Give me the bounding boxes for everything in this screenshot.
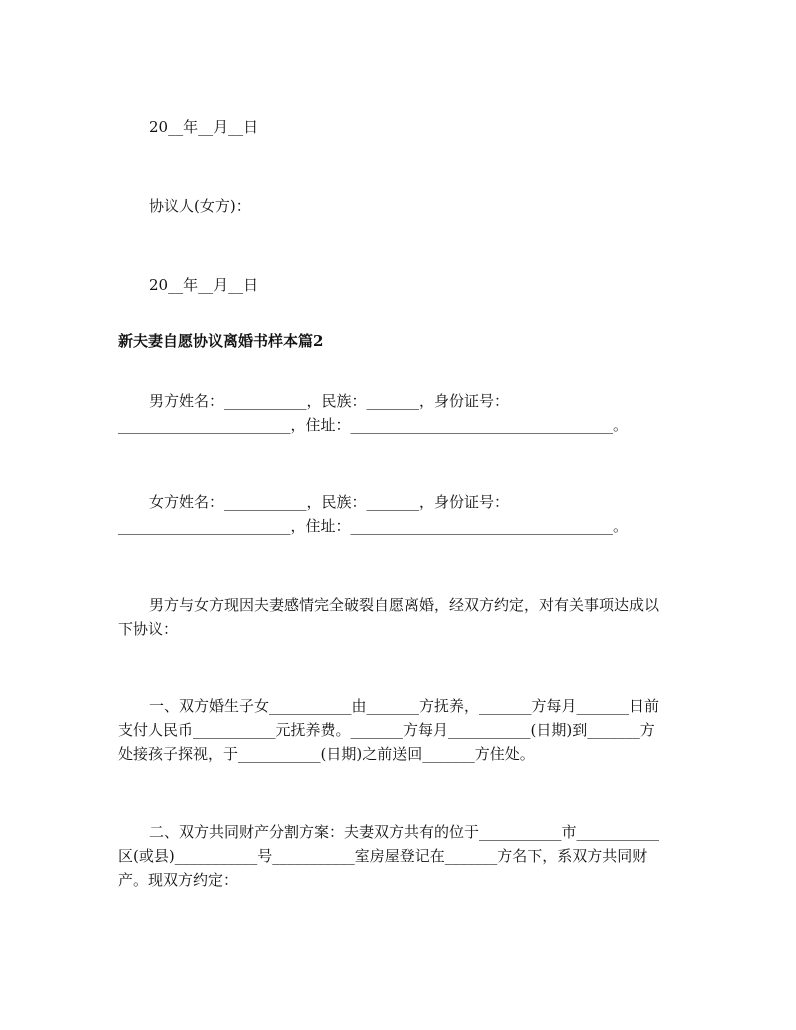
date-line: 20__年__月__日 [149,276,259,294]
clause-2-line: 产。现双方约定： [118,871,239,889]
female-info-line: _______________________，住址：___________________________________。 [118,517,629,535]
section-heading: 新夫妻自愿协议离婚书样本篇2 [118,332,324,350]
signatory-female-label: 协议人(女方)： [149,197,251,215]
clause-1-line: 一、双方婚生子女___________由_______方抚养，_______方每月_______日前 [149,697,660,715]
female-info-line: 女方姓名：___________，民族：_______，身份证号： [149,493,510,511]
male-info-line: _______________________，住址：___________________________________。 [118,416,629,434]
clause-1-line: 支付人民币___________元抚养费。_______方每月___________(日期)到_______方 [118,721,655,739]
intro-paragraph-line: 男方与女方现因夫妻感情完全破裂自愿离婚，经双方约定，对有关事项达成以 [149,596,660,614]
clause-2-line: 区(或县)___________号___________室房屋登记在_______方名下，系双方共同财 [118,847,648,865]
male-info-line: 男方姓名：___________，民族：_______，身份证号： [149,392,510,410]
intro-paragraph-line: 下协议： [118,620,179,638]
date-line: 20__年__月__日 [149,118,259,136]
clause-2-line: 二、双方共同财产分割方案：夫妻双方共有的位于___________市___________ [149,823,660,841]
clause-1-line: 处接孩子探视，于___________(日期)之前送回_______方住处。 [118,745,535,763]
